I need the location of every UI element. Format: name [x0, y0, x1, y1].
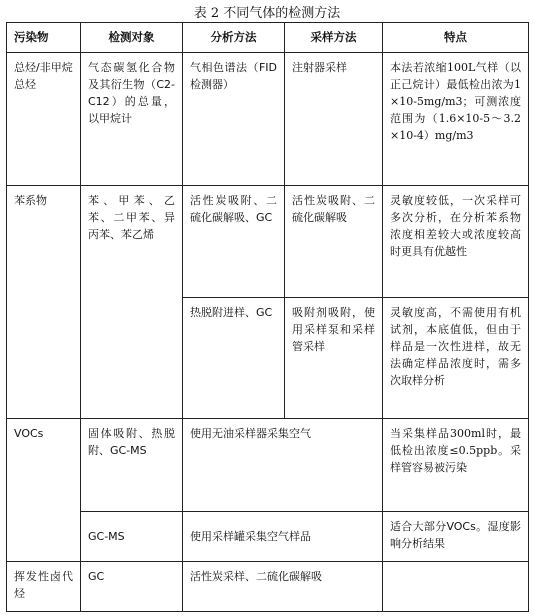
cell-analysis-sampling: 使用采样罐采集空气样品 [183, 511, 383, 561]
cell-target: 固体吸附、热脱附、GC-MS [81, 418, 183, 511]
cell-feature: 本法若浓缩100L气样（以正己烷计）最低检出浓为1×10-5mg/m3；可测浓度范围为（1.6×10-5～3.2×10-4）mg/m3 [383, 53, 529, 186]
table-row [7, 511, 529, 561]
cell-feature: 灵敏度高，不需使用有机试剂，本底值低，但由于样品是一次性进样，故无法确定样品浓度时，需多次取样分析 [383, 297, 529, 418]
cell-sampling: 注射器采样 [285, 53, 383, 186]
table-row [7, 53, 529, 186]
header-feature: 特点 [383, 23, 529, 53]
cell-pollutant: 总烃/非甲烷总烃 [7, 53, 81, 186]
header-analysis: 分析方法 [183, 23, 285, 53]
header-row [7, 23, 529, 53]
table-row [7, 418, 529, 511]
header-sampling: 采样方法 [285, 23, 383, 53]
table-row [7, 561, 529, 611]
cell-sampling: 吸附剂吸附，使用采样泵和采样管采样 [285, 297, 383, 418]
cell-feature: 当采集样品300ml时，最低检出浓度≤0.5ppb。采样管容易被污染 [383, 418, 529, 511]
cell-feature: 适合大部分VOCs。湿度影响分析结果 [383, 511, 529, 561]
cell-analysis: 热脱附进样、GC [183, 297, 285, 418]
header-pollutant: 污染物 [7, 23, 81, 53]
cell-target: GC [81, 561, 183, 611]
cell-feature: 灵敏度较低，一次采样可多次分析，在分析苯系物浓度相差较大或浓度较高时更具有优越性 [383, 185, 529, 297]
detection-methods-table [6, 22, 529, 612]
table-caption: 表 2 不同气体的检测方法 [193, 6, 341, 21]
cell-pollutant: 挥发性卤代烃 [7, 561, 81, 611]
cell-analysis: 活性炭吸附、二硫化碳解吸、GC [183, 185, 285, 297]
table-row [7, 185, 529, 297]
cell-target: 苯、甲苯、乙苯、二甲苯、异丙苯、苯乙烯 [81, 185, 183, 418]
cell-target: GC-MS [81, 511, 183, 561]
cell-feature [383, 561, 529, 611]
cell-analysis-sampling: 活性炭采样、二硫化碳解吸 [183, 561, 383, 611]
cell-target: 气态碳氢化合物及其衍生物（C2-C12）的总量，以甲烷计 [81, 53, 183, 186]
header-target: 检测对象 [81, 23, 183, 53]
cell-sampling: 活性炭吸附、二硫化碳解吸 [285, 185, 383, 297]
cell-pollutant: 苯系物 [7, 185, 81, 418]
cell-analysis: 气相色谱法（FID检测器） [183, 53, 285, 186]
cell-pollutant: VOCs [7, 418, 81, 561]
cell-analysis-sampling: 使用无油采样器采集空气 [183, 418, 383, 511]
